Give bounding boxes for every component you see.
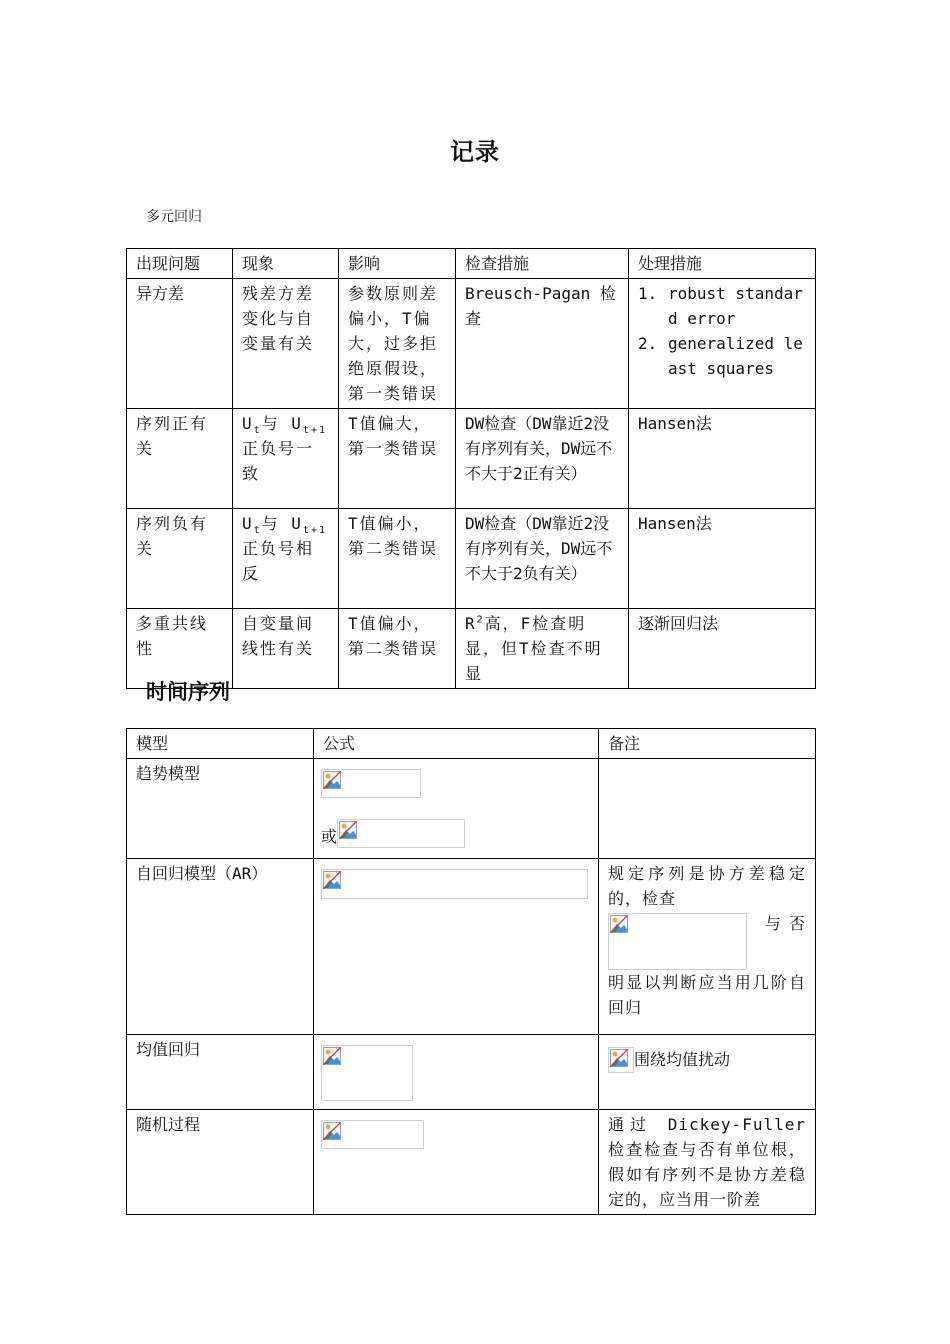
list-item (638, 281, 806, 331)
treatment-list (638, 281, 806, 381)
text: 正负号一致 (242, 439, 315, 483)
cell-phenomenon (233, 409, 339, 509)
list-item-text: generalized least squares (668, 334, 803, 378)
header-cell: 公式 (314, 729, 599, 759)
header-cell: 处理措施 (629, 249, 816, 279)
cell-impact: T值偏小，第二类错误 (339, 509, 456, 609)
cell-impact: T值偏大，第一类错误 (339, 409, 456, 509)
formula-image (337, 819, 465, 848)
cell-problem: 序列正有关 (127, 409, 233, 509)
superscript: 2 (476, 614, 485, 626)
cell-model: 均值回归 (127, 1035, 314, 1110)
cell-phenomenon (233, 509, 339, 609)
header-cell: 备注 (599, 729, 816, 759)
cell-note: 通过 Dickey-Fuller 检查检查与否有单位根，假如有序列不是协方差稳定的，应当用一阶差 (599, 1110, 816, 1215)
cell-model: 自回归模型（AR） (127, 859, 314, 1035)
section-heading-time-series: 时间序列 (146, 680, 230, 704)
table-row (127, 1035, 816, 1110)
cell-problem: 多重共线性 (127, 609, 233, 689)
cell-check (456, 609, 629, 689)
cell-note (599, 1035, 816, 1110)
note-text: 规定序列是协方差稳定的，检查 (608, 864, 806, 908)
cell-check: DW检查（DW靠近2没有序列有关，DW远不不大于2负有关） (456, 509, 629, 609)
cell-check: DW检查（DW靠近2没有序列有关，DW远不不大于2正有关） (456, 409, 629, 509)
list-item-text: robust standard error (668, 284, 803, 328)
table-row (127, 279, 816, 409)
cell-treatment: Hansen法 (629, 509, 816, 609)
cell-formula (314, 1110, 599, 1215)
formula-image (608, 1047, 634, 1073)
header-cell: 现象 (233, 249, 339, 279)
symbol-u: U (242, 414, 254, 433)
cell-model: 随机过程 (127, 1110, 314, 1215)
symbol-u: U (242, 514, 254, 533)
formula-image (321, 1120, 424, 1149)
text: 高，F检查明显，但T检查不明显 (465, 614, 603, 683)
cell-treatment (629, 279, 816, 409)
header-cell: 检查措施 (456, 249, 629, 279)
subscript: t+1 (302, 425, 328, 437)
cell-note (599, 859, 816, 1035)
header-cell: 模型 (127, 729, 314, 759)
cell-phenomenon: 自变量间线性有关 (233, 609, 339, 689)
regression-problems-table (126, 248, 816, 689)
formula-image (321, 1045, 413, 1101)
broken-image-icon (323, 1047, 341, 1065)
table-row (127, 759, 816, 859)
table-row (127, 409, 816, 509)
formula-image (608, 913, 747, 970)
cell-problem: 异方差 (127, 279, 233, 409)
broken-image-icon (339, 821, 357, 839)
cell-phenomenon: 残差方差变化与自变量有关 (233, 279, 339, 409)
text: 与 U (261, 414, 303, 433)
broken-image-icon (323, 771, 341, 789)
text: 与 U (261, 514, 303, 533)
header-cell: 影响 (339, 249, 456, 279)
header-cell: 出现问题 (127, 249, 233, 279)
cell-problem: 序列负有关 (127, 509, 233, 609)
cell-treatment: 逐渐回归法 (629, 609, 816, 689)
table-row (127, 859, 816, 1035)
cell-model: 趋势模型 (127, 759, 314, 859)
cell-treatment: Hansen法 (629, 409, 816, 509)
cell-formula (314, 1035, 599, 1110)
cell-formula (314, 859, 599, 1035)
cell-note (599, 759, 816, 859)
broken-image-icon (610, 1049, 628, 1067)
text: 正负号相反 (242, 539, 315, 583)
list-item (638, 331, 806, 381)
list-number: 2. (638, 334, 658, 353)
or-label: 或 (321, 827, 338, 846)
broken-image-icon (323, 1122, 341, 1140)
table-row (127, 509, 816, 609)
subscript: t+1 (302, 525, 328, 537)
table-header-row (127, 249, 816, 279)
list-number: 1. (638, 284, 658, 303)
table-header-row (127, 729, 816, 759)
table-row (127, 1110, 816, 1215)
note-text: 围绕均值扰动 (634, 1050, 731, 1069)
formula-image (321, 869, 588, 899)
broken-image-icon (610, 915, 628, 933)
subscript: t (253, 525, 262, 537)
cell-impact: T值偏小，第二类错误 (339, 609, 456, 689)
formula-image (321, 769, 421, 798)
document-title: 记录 (450, 137, 500, 166)
time-series-models-table (126, 728, 816, 1215)
cell-formula (314, 759, 599, 859)
broken-image-icon (323, 871, 341, 889)
cell-impact: 参数原则差偏小，T偏大，过多拒绝原假设，第一类错误 (339, 279, 456, 409)
cell-check: Breusch-Pagan 检查 (456, 279, 629, 409)
section-heading-multiple-regression: 多元回归 (146, 209, 202, 225)
subscript: t (253, 425, 262, 437)
symbol-r: R (465, 614, 477, 633)
note-text: 与否明显以判断应当用几阶自回归 (608, 914, 806, 1017)
